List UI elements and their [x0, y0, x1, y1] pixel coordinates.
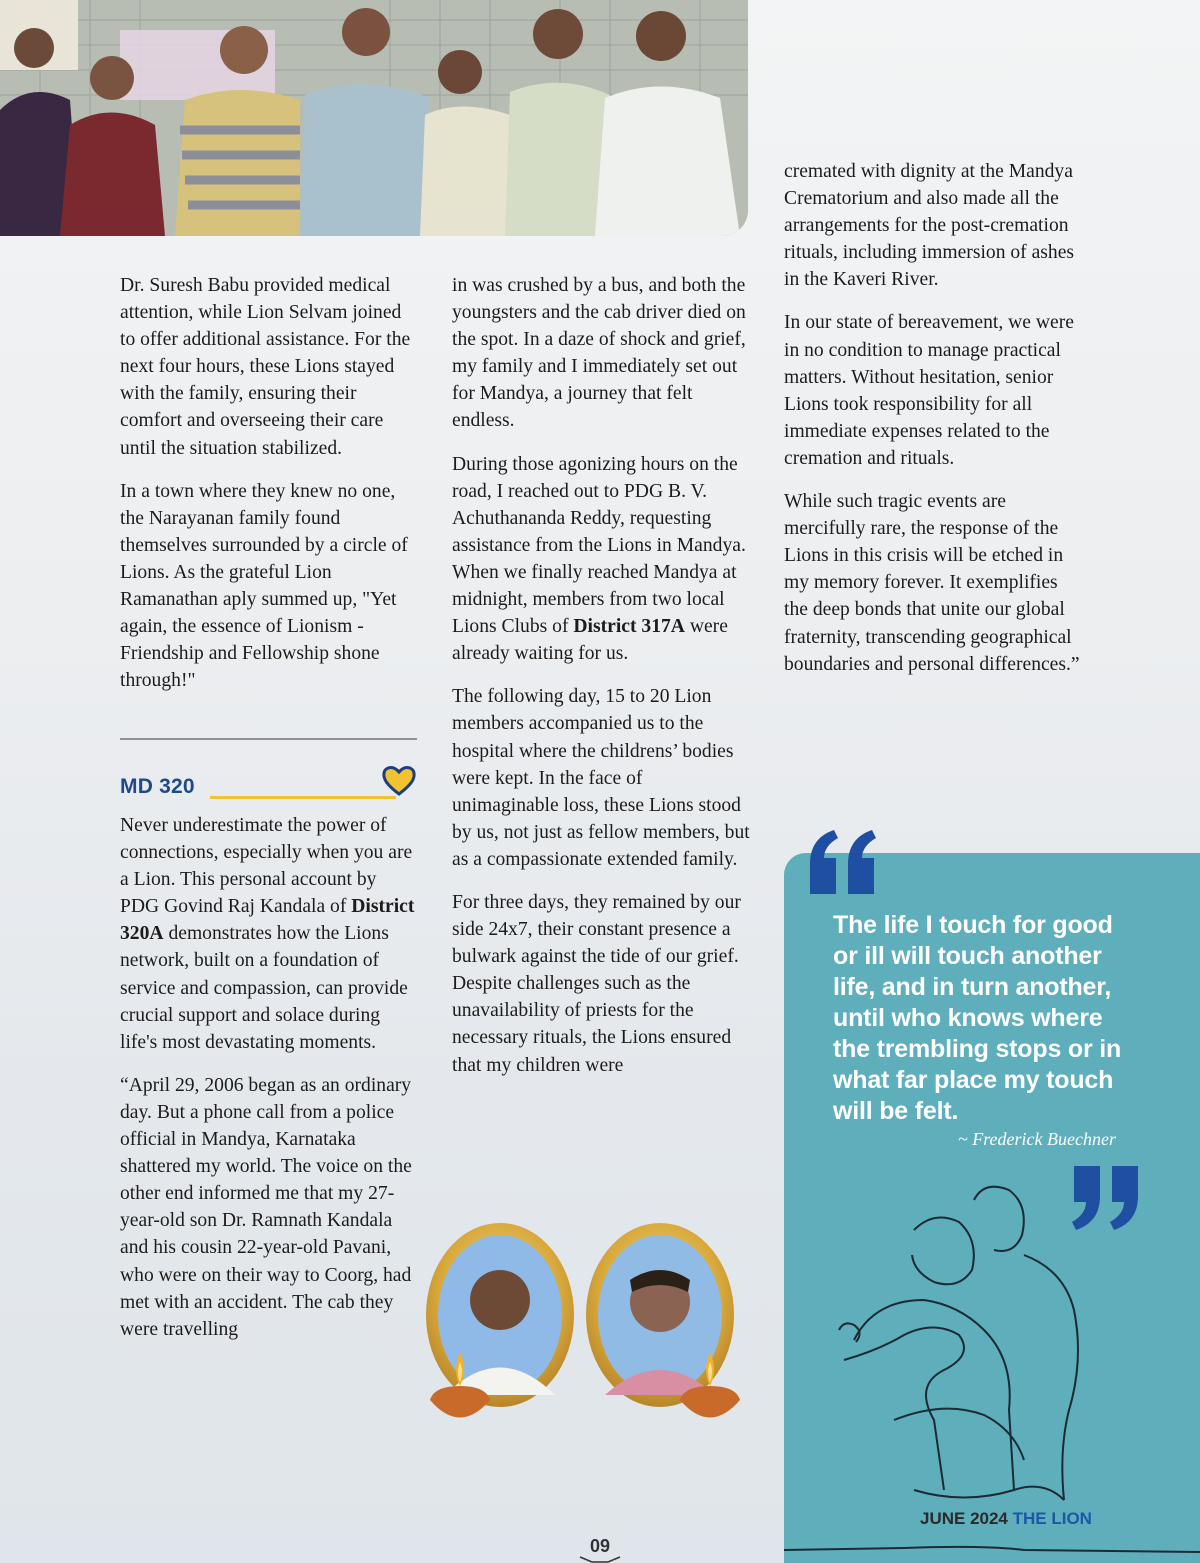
footer-issue [920, 1509, 1092, 1529]
column-2 [452, 272, 752, 1095]
magazine-name: THE LION [1012, 1509, 1092, 1528]
memorial-portraits [390, 1220, 780, 1460]
intro-paragraph: Never underestimate the power of connections, especially when you are a Lion. This personal account by PDG Govind Raj Kandala of District 320A demonstrates how the Lions network, built on a foundation of service and compassion, can provide crucial support and solace during life's most devastating moments. [120, 815, 415, 1053]
paragraph: While such tragic events are mercifully rare, the response of the Lions in this crisis will be etched in my memory forever. It exemplifies the deep bonds that unite our global fraternity, transcending geographical boundaries and personal differences.” [784, 491, 1080, 675]
column-3 [784, 158, 1084, 694]
section-divider [120, 738, 417, 740]
paragraph: In our state of bereavement, we were in no condition to manage practical matters. Without hesitation, senior Lions took responsibility for all immediate expenses related to the cremation and rituals. [784, 312, 1074, 469]
heading-underline [210, 796, 396, 799]
bold-district: District 317A [573, 616, 685, 638]
paragraph: “April 29, 2006 began as an ordinary day. But a phone call from a police official in Mandya, Karnataka shattered my world. The voice on the other end informed me that my 27-year-old son Dr. Ramnath Kandala and his cousin 22-year-old Pavani, who were on their way to Coorg, had met with an accident. The cab they were travelling [120, 1074, 412, 1340]
issue-date: JUNE 2024 [920, 1509, 1008, 1528]
paragraph: in was crushed by a bus, and both the youngsters and the cab driver died on the spot. In a daze of shock and grief, my family and I immediately set out for Mandya, a journey that felt endless. [452, 275, 746, 432]
paragraph: During those agonizing hours on the road, I reached out to PDG B. V. Achuthananda Reddy, requesting assistance from the Lions in Mandya. When we finally reached Mandya at midnight, members from two local Lions Clubs of District 317A were already waiting for us. [452, 453, 746, 665]
paragraph: In a town where they knew no one, the Narayanan family found themselves surrounded by a circle of Lions. As the grateful Lion Ramanathan aply summed up, "Yet again, the essence of Lionism - Friendship and Fellowship shone through!" [120, 480, 408, 692]
paragraph: For three days, they remained by our side 24x7, their constant presence a bulwark against the tide of our grief. Despite challenges such as the unavailability of priests for the necessary rituals, the Lions ensured that my children were [452, 891, 741, 1076]
open-quote-icon [806, 828, 882, 898]
quote-author: ~ Frederick Buechner [957, 1129, 1116, 1149]
paragraph: cremated with dignity at the Mandya Crematorium and also made all the arrangements for the post-cremation rituals, including immersion of ashes in the Kaveri River. [784, 161, 1075, 291]
page-number: 09 [589, 1536, 611, 1556]
group-photo [0, 0, 748, 236]
paragraph: Dr. Suresh Babu provided medical attention, while Lion Selvam joined to offer additional assistance. For the next four hours, these Lions stayed with the family, ensuring their comfort and overseeing their care until the situation stabilized. [120, 275, 411, 459]
bold-district: District 320A [120, 896, 415, 945]
page-number-decoration [578, 1556, 622, 1563]
column-1 [120, 272, 420, 710]
section-heading: MD 320 [120, 775, 195, 798]
column-1-lower [120, 812, 420, 1359]
paragraph: The following day, 15 to 20 Lion members accompanied us to the hospital where the childrens’ bodies were kept. In the face of unimaginable loss, these Lions stood by us, not just as fellow members, but as a compassionate extended family. [452, 686, 750, 870]
heart-icon [381, 763, 417, 799]
embrace-line-illustration [784, 1160, 1200, 1563]
quote-text: The life I touch for good or ill will touch another life, and in turn another, until who knows where the trembling stops or in what far place my touch will be felt. [833, 911, 1122, 1125]
